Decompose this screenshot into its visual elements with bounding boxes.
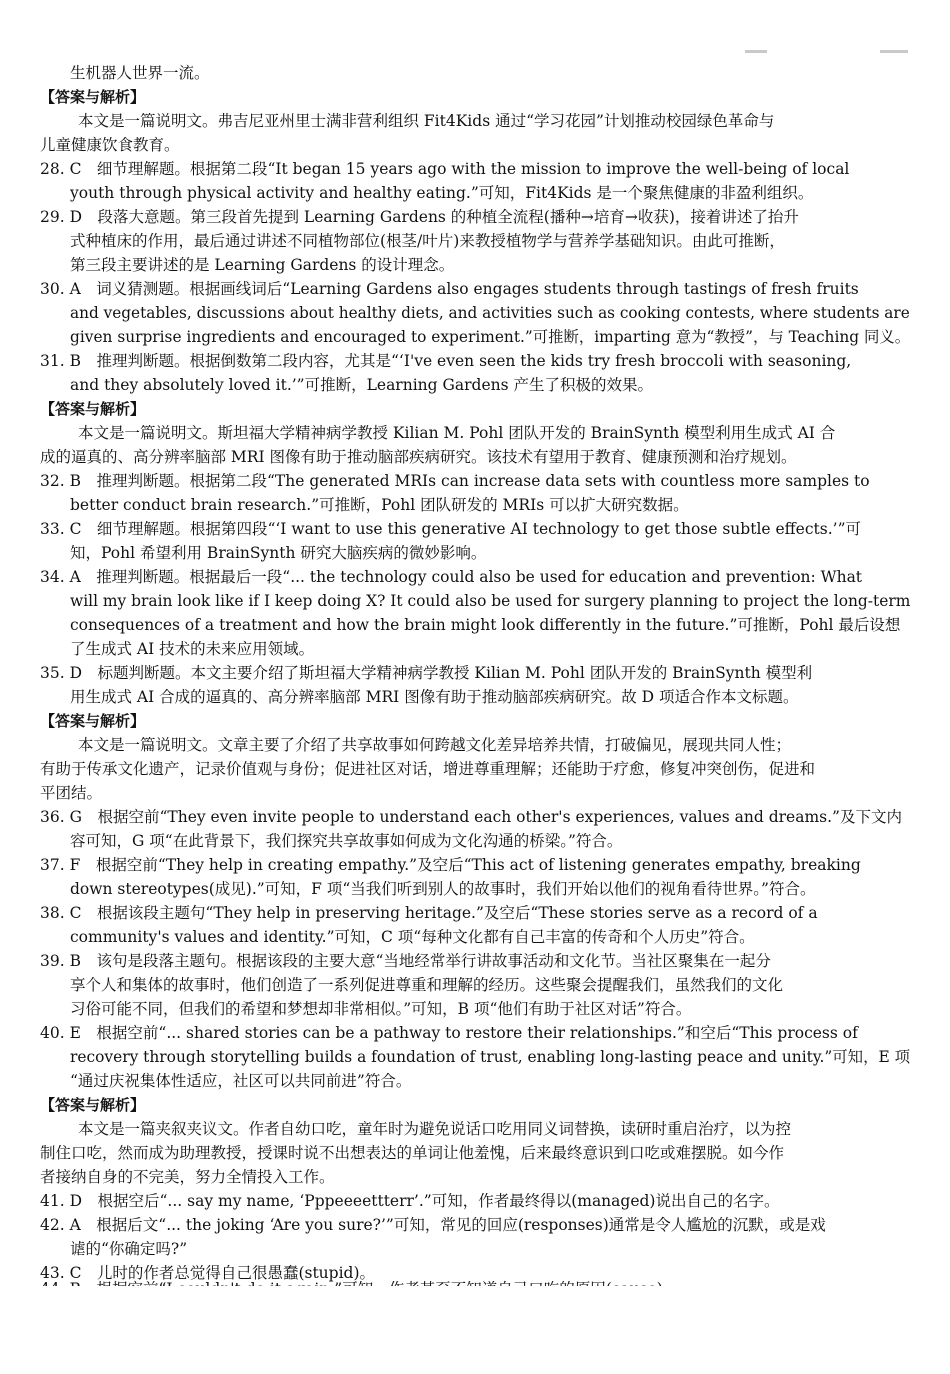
text-line: 有助于传承文化遗产，记录价值观与身份；促进社区对话，增进尊重理解；还能助于疗愈，修复冲突创伤，促进和: [40, 760, 816, 778]
text-line: 了生成式 AI 技术的未来应用领域。: [70, 640, 315, 658]
answer-item: 35. D 标题判断题。本文主要介绍了斯坦福大学精神病学教授 Kilian M. Pohl 团队开发的 BrainSynth 模型利: [40, 664, 813, 682]
answer-item: 41. D 根据空后“... say my name, ‘Pppeeeettterr’.”可知，作者最终得以(managed)说出自己的名字。: [40, 1192, 780, 1210]
answer-item: 28. C 细节理解题。根据第二段“It began 15 years ago with the mission to improve the well-being of local: [40, 160, 850, 178]
text-line: consequences of a treatment and how the brain might look differently in the future.”可推断，Pohl 最后设想: [70, 616, 901, 634]
text-line: “通过庆祝集体性适应，社区可以共同前进”符合。: [70, 1072, 412, 1090]
text-line: will my brain look like if I keep doing X? It could also be used for surgery planning to project the long-term: [70, 592, 911, 610]
text-line: and vegetables, discussions about healthy diets, and activities such as cooking contests, where students are: [70, 304, 910, 322]
text-line: better conduct brain research.”可推断，Pohl 团队研发的 MRIs 可以扩大研究数据。: [70, 496, 689, 514]
section-heading: 【答案与解析】: [40, 712, 146, 730]
text-line: 平团结。: [40, 784, 103, 802]
section-heading: 【答案与解析】: [40, 1096, 146, 1114]
text-line: 式种植床的作用，最后通过讲述不同植物部位(根茎/叶片)来教授植物学与营养学基础知识。由此可推断，: [70, 232, 785, 250]
answer-item: 31. B 推理判断题。根据倒数第二段内容，尤其是“‘I've even seen the kids try fresh broccoli with seasoning,: [40, 352, 852, 370]
text-line: and they absolutely loved it.’”可推断，Learning Gardens 产生了积极的效果。: [70, 376, 653, 394]
answer-item: 42. A 根据后文“... the joking ‘Are you sure?’”可知，常见的回应(responses)通常是令人尴尬的沉默，或是戏: [40, 1216, 826, 1234]
text-line: youth through physical activity and healthy eating.”可知，Fit4Kids 是一个聚焦健康的非盈利组织。: [70, 184, 814, 202]
section-heading: 【答案与解析】: [40, 88, 146, 106]
text-line: community's values and identity.”可知，C 项“每种文化都有自己丰富的传奇和个人历史”符合。: [70, 928, 755, 946]
text-line: 本文是一篇夹叙夹议文。作者自幼口吃，童年时为避免说话口吃用同义词替换，读研时重启治疗，以为控: [78, 1120, 792, 1138]
text-line: given surprise ingredients and encouraged to experiment.”可推断，imparting 意为“教授”，与 Teaching 同义。: [70, 328, 911, 346]
answer-item: 40. E 根据空前“... shared stories can be a pathway to restore their relationships.”和空后“This process of: [40, 1024, 858, 1042]
text-line: recovery through storytelling builds a foundation of trust, enabling long-lasting peace and unity.”可知，E 项: [70, 1048, 911, 1066]
text-line: 习俗可能不同，但我们的希望和梦想却非常相似。”可知，B 项“他们有助于社区对话”符合。: [70, 1000, 692, 1018]
text-line: 谑的“你确定吗?”: [70, 1240, 188, 1258]
text-line: 本文是一篇说明文。斯坦福大学精神病学教授 Kilian M. Pohl 团队开发的 BrainSynth 模型利用生成式 AI 合: [78, 424, 836, 442]
scan-mark: [745, 50, 767, 53]
text-line: 成的逼真的、高分辨率脑部 MRI 图像有助于推动脑部疾病研究。该技术有望用于教育、健康预测和治疗规划。: [40, 448, 797, 466]
answer-item: 36. G 根据空前“They even invite people to understand each other's experiences, values and dreams.”及下文内: [40, 808, 902, 826]
text-line: 本文是一篇说明文。弗吉尼亚州里士满非营利组织 Fit4Kids 通过“学习花园”计划推动校园绿色革命与: [78, 112, 775, 130]
answer-item: 39. B 该句是段落主题句。根据该段的主要大意“当地经常举行讲故事活动和文化节。当社区聚集在一起分: [40, 952, 771, 970]
answer-item: 43. C 儿时的作者总觉得自己很愚蠢(stupid)。: [40, 1264, 375, 1282]
text-line: 知，Pohl 希望利用 BrainSynth 研究大脑疾病的微妙影响。: [70, 544, 487, 562]
answer-item: 30. A 词义猜测题。根据画线词后“Learning Gardens also engages students through tastings of fresh fruits: [40, 280, 859, 298]
text-line: 第三段主要讲述的是 Learning Gardens 的设计理念。: [70, 256, 455, 274]
text-line: 儿童健康饮食教育。: [40, 136, 180, 154]
page-cutoff: [0, 1286, 950, 1374]
text-line: down stereotypes(成见).”可知，F 项“当我们听到别人的故事时，我们开始以他们的视角看待世界。”符合。: [70, 880, 816, 898]
text-line: 生机器人世界一流。: [70, 64, 210, 82]
answer-item: 34. A 推理判断题。根据最后一段“... the technology could also be used for education and prevention: What: [40, 568, 863, 586]
text-line: 制住口吃，然而成为助理教授，授课时说不出想表达的单词让他羞愧，后来最终意识到口吃或难摆脱。如今作: [40, 1144, 785, 1162]
text-line: 用生成式 AI 合成的逼真的、高分辨率脑部 MRI 图像有助于推动脑部疾病研究。故 D 项适合作本文标题。: [70, 688, 799, 706]
text-line: 享个人和集体的故事时，他们创造了一系列促进尊重和理解的经历。这些聚会提醒我们，虽然我们的文化: [70, 976, 784, 994]
section-heading: 【答案与解析】: [40, 400, 146, 418]
answer-item: 29. D 段落大意题。第三段首先提到 Learning Gardens 的种植全流程(播种→培育→收获)，接着讲述了抬升: [40, 208, 799, 226]
text-line: 容可知，G 项“在此背景下，我们探究共享故事如何成为文化沟通的桥梁。”符合。: [70, 832, 623, 850]
scan-mark: [880, 50, 908, 53]
answer-item: 33. C 细节理解题。根据第四段“‘I want to use this generative AI technology to get those subtle effects.’”可: [40, 520, 862, 538]
answer-item: 38. C 根据该段主题句“They help in preserving heritage.”及空后“These stories serve as a record of a: [40, 904, 818, 922]
text-line: 者接纳自身的不完美，努力全情投入工作。: [40, 1168, 335, 1186]
answer-item: 37. F 根据空前“They help in creating empathy.”及空后“This act of listening generates empathy, breaking: [40, 856, 861, 874]
answer-item: 32. B 推理判断题。根据第二段“The generated MRIs can increase data sets with countless more samples to: [40, 472, 870, 490]
text-line: 本文是一篇说明文。文章主要了介绍了共享故事如何跨越文化差异培养共情，打破偏见，展现共同人性；: [78, 736, 792, 754]
